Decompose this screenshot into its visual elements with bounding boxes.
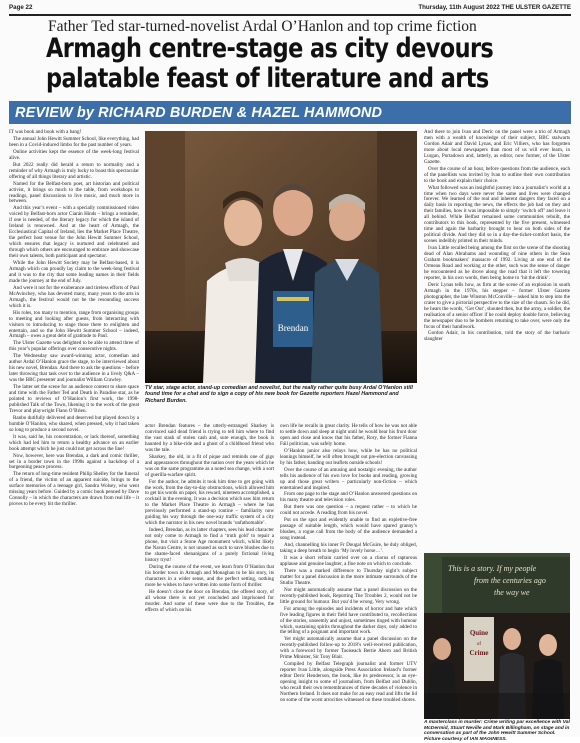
paragraph: The annual John Hewitt Summer School, like everything, had been in a Covid-induced limbo for the past number of years. <box>9 135 139 148</box>
second-photo-caption: A masterclass in murder: Crime writing par excellence with Val McDermid, Stuart Neville and Mark Billingham, on stage and in conversation as part of the John Hewitt Summer School. Picture courtesy of IAN MAGINESS. <box>424 720 570 743</box>
paragraph: Over the course of an amusing and nostalgic evening, the author tells his audience of his own love for books and reading, growing up and those great writers – particularly non-fiction – which entertained and inspired. <box>280 466 417 491</box>
page-number: Page 22 <box>9 3 33 11</box>
paragraph: Online activities kept the essence of the week-long festival alive. <box>9 148 139 161</box>
paragraph: And there to join Ivan and Deric on the panel were a trio of Armagh men with a wealth of knowledge of their subject, BBC stalwarts Gordon Adair and David Lynas, and Eric Villiers, who has forgotten more about local newspapers than most of us will ever learn, in Lurgan, Portadown and, latterly, as editor, now former, of the Ulster Gazette. <box>424 129 570 165</box>
paragraph: Yet might automatically assume that a panel discussion on the recently-published follow-up to 2018’s well-received publication, with a foreword by former Taoiseach Bertie Ahern and British Prime Minister, Sir Tony Blair. <box>280 636 417 661</box>
paragraph: Nor might automatically assume that a panel discussion on the recently-published book, Reporting The Troubles 2, would not be little ground for humour. But you’d be wrong. Very wrong. <box>280 586 417 605</box>
paragraph: actor Brendan features – the utterly-estranged Sharkey is convinced said dead friend is trying to tell him where to find the vast stash of stolen cash and, sure enough, the book is haunted by a bike-ride and a ghost of a childhood friend who was the tale. <box>145 423 274 453</box>
paragraph: What followed was an insightful journey into a journalist’s world at a time when two days were never the same and lives were changed forever. We learned of the real and inherent dangers they faced on a daily basis in reporting the news, the effects the job had on they and their families, how it was impossible to simply ‘switch off’ and leave it all behind. While Belfast remained some communities rebuilt, the contributors to this book, represented by the five present, witnessed time and again the barbarity brought to bear on both sides of the political divide. And they did so in a day-the-ticket-comfort basis, the scenes indelibly printed in their minds. <box>424 184 570 245</box>
main-photo-image <box>145 131 417 383</box>
paragraph: It was a short refrain carried over on a chorus of rapturous applause and genuine laughter, a fine note on which to conclude. <box>280 555 417 567</box>
byline-bar <box>9 101 571 124</box>
paragraph: Now, however, here was Brendan, a dark and comic thriller, set in a border town in the 1990s against a backdrop of a burgeoning peace process. <box>9 452 139 471</box>
date-line: Thursday, 11th August 2022 THE ULSTER GAZETTE <box>418 3 571 11</box>
paragraph: Gordon Adair, in his contribution, told the story of the barbaric slaughter <box>424 330 570 343</box>
paragraph: Ivan Little recalled being among the first on the scene of the shooting dead of Alan Abrahams and wounding of nine others in the Sean Graham bookmakers’ massacre of 1992. Living at one end of the Ormeau Road and working at the other, such was the sense of danger he encountered as he drove along the road that it left the towering reporter, in his own words, then being home to ‘hit the drink’. <box>424 245 570 281</box>
banner-text-1: This is a story. If my people <box>448 564 537 573</box>
paragraph: And were it not for the exuberance and tireless efforts of Paul McAvinchey, who has devoted many, many years to the arts in Armagh, the festival would not be the resounding success which it is. <box>9 284 139 309</box>
paragraph: Sharkey, the old, in a fit of pique and reminds one of gigs and appearances throughout the nation over the years which he was on the same programme as a noted sea change, with a sort of guerilla-warfare spirit. <box>145 453 274 478</box>
paragraph: It was, said he, his concentration, or lack thereof, something which had led him to return a healthy advance on an earlier book attempt which he just could not get across the line! <box>9 433 139 452</box>
banner-text-2: from the centuries ago <box>474 576 546 585</box>
masthead <box>9 2 571 12</box>
banner-text-3: the way we <box>494 588 530 597</box>
headline <box>46 33 494 94</box>
headline-line-1: Armagh centre-stage as city devours <box>46 33 494 64</box>
second-photo <box>424 553 570 719</box>
headline-line-2: palatable feast of literature and arts <box>46 63 489 94</box>
kicker: Father Ted star-turned-novelist Ardal O’Hanlon and top crime fiction <box>48 18 477 35</box>
paragraph: Indeed, Brendan, as its latter chapters, sees his lead character not only come to Armagh to find a ‘truth gold’ to repair a phone, but visit a Stone Age monument which, whilst likely the Navan Centre, is not unused as such to save blushes due to the shame-faced shenanigans of a purely fictional living history tryst! <box>145 527 274 563</box>
paragraph: The Wednesday saw award-winning actor, comedian and author Ardal O’Hanlon grace the stage, to be interviewed about his new novel, Brendan. And there to ask the questions – before later throwing that task over to the audience in a lively Q&A – was the BBC presenter and journalist William Crawley. <box>9 353 140 384</box>
main-photo <box>145 131 417 383</box>
main-photo-caption: TV star, stage actor, stand-up comedian and novelist, but the really rather quite busy Ardal O’Hanlon still found time for a chat and to sign a copy of his new book for Gazette reporters Hazel Hammond and Richard Burden. <box>145 385 413 404</box>
paragraph: There was a marked difference to Thursday night’s subject matter for a panel discussion in the more intimate surrounds of the Studio Theatre. <box>280 567 417 586</box>
paragraph: The Ulster Gazette was delighted to be able to attend three of this year’s popular offerings over consecutive nights. <box>9 340 139 353</box>
paragraph: While the John Hewitt Society may be Belfast-based, it is Armagh which can proudly lay claim to the week-long festival and it was to the city that some leading names in their fields made the journey at the end of July. <box>9 260 139 284</box>
paragraph: Over the course of an hour, before questions from the audience, each of the panellists was invited by Ivan to outline their own contribution to the book and explain their choice. <box>424 165 570 184</box>
paragraph: From one page to the stage and O’Hanlon answered questions on his many theatre and television roles. <box>280 491 417 504</box>
paragraph: During the course of the event, we learn from O’Hanlon that his border town in Armagh and Monaghan to be his story, its characters in a wider sense, and the perfect setting, nothing more he wishes to have written into some form of thriller. <box>145 563 274 588</box>
paragraph: His roles, too many to mention, range from organising groups to meeting and looking after guests, from interacting with visitors to introducing to stage those there to enlighten and entertain, and so the John Hewitt Summer School – indeed, Armagh – owes a great debt of gratitude to Paul. <box>9 309 139 340</box>
paragraph: IT was book and book with a bang! <box>9 129 82 135</box>
paragraph: And, channelling his inner Fr Dougal McGuire, he duly obliged, taking a deep breath to begin ‘My lovely horse…’. <box>280 542 417 555</box>
poster-subtitle: of <box>476 642 482 647</box>
article-column-4 <box>424 130 570 548</box>
paragraph: For among the episodes and incidents of horror and hate which five leading figures in their field have contributed to, recollections of the stories, unseemly and unjust, sometimes tinged with humour which, sustaining spirits throughout the darker days, only added to the telling of a poignant and important work. <box>280 605 417 636</box>
article-column-2 <box>145 424 274 730</box>
paragraph: For the author, he admits it took him time to get going with the work, from the day-to-day obstructions, which allowed him to get his words on paper, his reward, nineteen accomplished, a cocktail in the evening. It was a decision which saw him return to the Market Place Theatre in Armagh – where he has previously performed a stand-up routine – familiarity now guiding his way through the one-way traffic system of a city which the narrator in his new novel brands ‘unfathomable’. <box>145 478 275 527</box>
poster-title: Quine <box>469 629 489 637</box>
paragraph: The latter set the scene for an audience content to share space and time with the Father Ted and Death in Paradise star, as he pointed to reviews of O’Hanlon’s first work, the 1998-published Talk of the Town, likening it to the work of the great Trevor and playwright Flann O’Brien. <box>9 384 139 414</box>
poster-tag: Crime <box>469 649 489 657</box>
article-column-3 <box>280 423 417 703</box>
paragraph: own life he recalls in great clarity. He tells of how he was not able to settle down and sleep at night until he would hear his front door open and close and know that his father, Rory, the former Fianna Fáil politician, was safely home. <box>280 423 417 447</box>
paragraph: Deric Lynas tells how, as firm at the scene of an explosion in south Armagh in the 1970s, his stepper – former Ulster Gazette photographer, the late Winston McConville – asked him to step into the crater to give a pictorial perspective to the size of the chasm. So he did, he hears the words, ‘Get Out’, shouted then, but the army, a soldier, the realisation of a senior officer if he could deploy double force, believing the newspaper duo to be bombers returning to take over, were only the focus of their handiwork. <box>424 281 570 330</box>
second-photo-image <box>424 553 570 719</box>
byline: REVIEW by RICHARD BURDEN & HAZEL HAMMOND <box>15 104 383 121</box>
paragraph: O’Hanlon junior also relays how, while he has no political leanings himself, he will often brought out pre-election canvassing by his father, handing out leaflets outside schools! <box>280 447 417 466</box>
article-column-1 <box>9 130 139 730</box>
masthead-rule <box>9 14 571 16</box>
book-title: Brendan <box>277 323 309 333</box>
paragraph: The return of long-time resident Philip Shelley for the funeral of a friend, the victim of an apparent suicide, brings to the surface memories of a teenage girl, Sandra Wolsey, who went missing years before. Guided by a comic book penned by Dave Connolly – in which the characters are drawn from real life – it proves to be every bit the thriller. <box>9 471 139 508</box>
paragraph: And this year’s event – with a specially commissioned video voiced by Belfast-born actor Ciarán Hinds – brings a reminder, if one is needed, of the literary legacy for which the island of Ireland is renowned. And at the heart of Armagh, the Ecclesiastical Capital of Ireland, lies the Market Place Theatre, the perfect host venue for the John Hewitt Summer School, which ensures that legacy is nurtured and celebrated and through which others are encouraged to embrace and showcase their own talents, both participant and spectator. <box>9 205 139 260</box>
paragraph: Named for the Belfast-born poet, art historian and political activist, it brings so much to the table, from workshops to readings, panel discussions to live music, and much more in between. <box>9 180 139 205</box>
paragraph: Compiled by Belfast Telegraph journalist and former UTV reporter Ivan Little, alongside Press Association Ireland’s former editor Deric Henderson, the book, like its predecessor, is an eye-opening insight to some of journalism, from Belfast and Dublin, who recall their own remembrances of three decades of violence in Northern Ireland. It does not make for an easy read and lifts the lid on some of the worst atrocities witnessed on these troubled shores. <box>280 661 417 703</box>
paragraph: Ranbo dutifully delivered and deserved but played down by a humble O’Hanlon, who shared, when pressed, why it had taken so long to produce a second novel. <box>9 414 139 433</box>
paragraph: He doesn’t close the door on Brendan, the offered story, of all whose there is not yet concluded and imprisoned for murder. And some of these were due to the Troubles, the effects of which on his <box>145 588 274 613</box>
paragraph: But 2022 really did herald a return to normality and a reminder of why Armagh is truly lucky to boast this spectacular offering of all things literary and artistic. <box>9 161 139 180</box>
paragraph: But there was one question – a request rather – to which he could not accede. A reading from his novel. <box>280 504 417 517</box>
paragraph: Put on the spot and evidently unable to find an expletive-free passage of suitable length, which would have spared granny’s blushes, a rogue call from the body of the audience demanded a song instead. <box>280 517 417 542</box>
